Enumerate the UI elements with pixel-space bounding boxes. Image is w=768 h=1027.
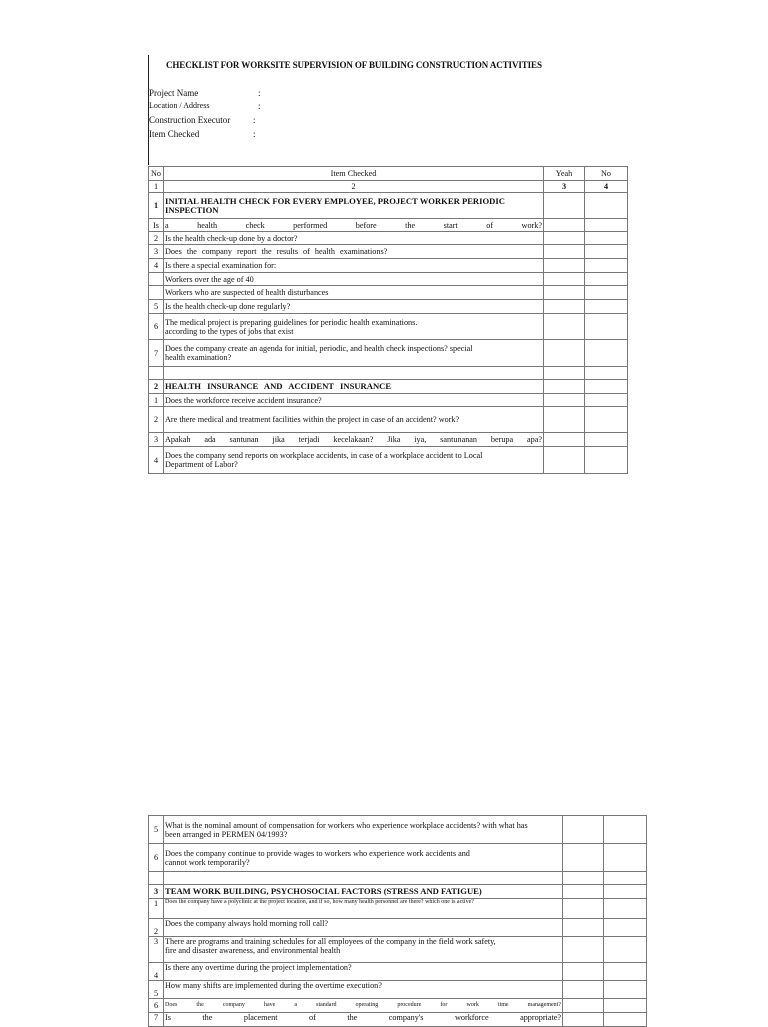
row-number: 4 [149,447,164,474]
row-number: 4 [149,259,164,273]
section-title: HEALTH INSURANCE AND ACCIDENT INSURANCE [164,380,544,394]
row-question [164,872,563,885]
no-cell[interactable] [604,899,647,919]
yes-cell[interactable] [544,314,585,340]
section-title: TEAM WORK BUILDING, PSYCHOSOCIAL FACTORS (STRESS AND FATIGUE) [164,885,563,899]
no-cell[interactable] [585,314,628,340]
table-row [149,981,647,999]
yes-cell[interactable] [544,300,585,314]
row-number: Is [149,219,164,232]
yes-cell[interactable] [544,286,585,300]
yes-cell[interactable] [544,273,585,286]
checklist-table-2 [148,815,647,1027]
table-row-empty [149,872,647,885]
no-cell[interactable] [585,380,628,394]
no-cell[interactable] [604,844,647,872]
row-question: Are there medical and treatment facilities within the project in case of an accident? work? [164,407,544,433]
no-cell[interactable] [585,273,628,286]
yes-cell[interactable] [544,394,585,407]
row-number: 2 [149,407,164,433]
section-title: INITIAL HEALTH CHECK FOR EVERY EMPLOYEE, PROJECT WORKER PERIODIC INSPECTION [164,193,544,219]
table-index-row [149,181,628,193]
yes-cell[interactable] [563,885,604,899]
index-no-answer: 4 [585,181,628,193]
row-number: 3 [149,433,164,447]
row-question: What is the nominal amount of compensation for workers who experience workplace accidents? with what has been arranged in PERMEN 04/1993? [164,816,563,844]
info-label: Item Checked [149,129,200,139]
row-number: 1 [149,193,164,219]
yes-cell[interactable] [563,963,604,981]
left-border-line [148,55,149,165]
table-row [149,844,647,872]
table-row [149,407,628,433]
row-question: Does the company have a standard operating procedure for work time management? [164,999,563,1013]
row-number: 6 [149,844,164,872]
header-no-answer: No [585,167,628,181]
no-cell[interactable] [604,999,647,1013]
table-row [149,259,628,273]
yes-cell[interactable] [563,919,604,937]
no-cell[interactable] [585,433,628,447]
yes-cell[interactable] [544,407,585,433]
row-number: 1 [149,394,164,407]
row-question: Is the placement of the company's workforce appropriate? [164,1013,563,1027]
no-cell[interactable] [604,816,647,844]
row-number [149,872,164,885]
row-number: 6 [149,314,164,340]
info-colon: : [253,115,256,125]
table-row [149,1013,647,1027]
yes-cell[interactable] [563,981,604,999]
yes-cell[interactable] [544,367,585,380]
yes-cell[interactable] [563,844,604,872]
yes-cell[interactable] [563,816,604,844]
row-question [164,367,544,380]
row-question: Does the company always hold morning roll call? [164,919,563,937]
table-row [149,937,647,963]
row-number: 7 [149,340,164,367]
table-row [149,245,628,259]
info-colon: : [253,129,256,139]
yes-cell[interactable] [544,447,585,474]
info-label: Project Name [149,88,199,98]
no-cell[interactable] [604,937,647,963]
row-number: 3 [149,245,164,259]
yes-cell[interactable] [544,340,585,367]
row-question: Does the company report the results of health examinations? [164,245,544,259]
checklist-table-1 [148,166,628,474]
no-cell[interactable] [604,981,647,999]
table-row [149,394,628,407]
yes-cell[interactable] [544,433,585,447]
no-cell[interactable] [585,232,628,245]
no-cell[interactable] [604,1013,647,1027]
row-number: 2 [149,380,164,394]
row-number: 7 [149,1013,164,1027]
no-cell[interactable] [604,872,647,885]
no-cell[interactable] [585,447,628,474]
no-cell[interactable] [585,245,628,259]
row-question: Is there any overtime during the project implementation? [164,963,563,981]
info-label: Location / Address [149,101,210,110]
section-row [149,885,647,899]
header-no: No [149,167,164,181]
row-question: There are programs and training schedules for all employees of the company in the field work safety, fire and disaster awareness, and environmental health [164,937,563,963]
header-item-checked: Item Checked [164,167,544,181]
table-row [149,816,647,844]
row-number: 5 [149,981,164,999]
table-row-empty [149,367,628,380]
table-row [149,286,628,300]
table-header-row [149,167,628,181]
index-no: 1 [149,181,164,193]
table-row [149,314,628,340]
table-row [149,219,628,232]
no-cell[interactable] [585,340,628,367]
row-number: 3 [149,937,164,963]
row-question: Does the company create an agenda for initial, periodic, and health check inspections? special health examination? [164,340,544,367]
row-question: Workers who are suspected of health disturbances [164,286,544,300]
index-item: 2 [164,181,544,193]
yes-cell[interactable] [563,899,604,919]
no-cell[interactable] [585,219,628,232]
header-yes: Yeah [544,167,585,181]
yes-cell[interactable] [563,999,604,1013]
table-row [149,300,628,314]
table-row [149,232,628,245]
no-cell[interactable] [604,963,647,981]
row-question: How many shifts are implemented during the overtime execution? [164,981,563,999]
row-question: Apakah ada santunan jika terjadi kecelakaan? Jika iya, santunanan berupa apa? [164,433,544,447]
info-colon: : [258,88,261,98]
row-number [149,367,164,380]
row-question: The medical project is preparing guidelines for periodic health examinations. according to the types of jobs that exist [164,314,544,340]
row-number: 5 [149,816,164,844]
row-number [149,286,164,300]
row-number: 6 [149,999,164,1013]
section-row [149,380,628,394]
no-cell[interactable] [604,885,647,899]
row-question: Is there a special examination for: [164,259,544,273]
table-row [149,447,628,474]
yes-cell[interactable] [544,219,585,232]
row-number: 1 [149,899,164,919]
table-row [149,273,628,286]
row-question: Is the health check-up done regularly? [164,300,544,314]
yes-cell[interactable] [544,193,585,219]
row-number: 3 [149,885,164,899]
table-row [149,340,628,367]
row-number: 2 [149,232,164,245]
row-question: Workers over the age of 40 [164,273,544,286]
row-number: 2 [149,919,164,937]
yes-cell[interactable] [544,245,585,259]
no-cell[interactable] [604,919,647,937]
table-row [149,433,628,447]
info-label: Construction Executor [149,115,231,125]
row-number [149,273,164,286]
table-row [149,999,647,1013]
row-question: Does the workforce receive accident insurance? [164,394,544,407]
page-title: CHECKLIST FOR WORKSITE SUPERVISION OF BUILDING CONSTRUCTION ACTIVITIES [166,60,542,70]
no-cell[interactable] [585,259,628,273]
row-question: Is the health check-up done by a doctor? [164,232,544,245]
row-number: 5 [149,300,164,314]
yes-cell[interactable] [544,380,585,394]
no-cell[interactable] [585,394,628,407]
no-cell[interactable] [585,193,628,219]
index-yes: 3 [544,181,585,193]
no-cell[interactable] [585,367,628,380]
yes-cell[interactable] [544,259,585,273]
table-row [149,963,647,981]
row-question: Does the company continue to provide wages to workers who experience work accidents and cannot work temporarily? [164,844,563,872]
row-number: 4 [149,963,164,981]
no-cell[interactable] [585,300,628,314]
yes-cell[interactable] [544,232,585,245]
row-question: Does the company have a polyclinic at the project location, and if so, how many health personnel are there? which one is active? [164,899,563,919]
yes-cell[interactable] [563,937,604,963]
yes-cell[interactable] [563,1013,604,1027]
no-cell[interactable] [585,286,628,300]
section-row [149,193,628,219]
table-row [149,919,647,937]
row-question: a health check performed before the start of work? [165,220,542,230]
info-colon: : [258,101,261,111]
no-cell[interactable] [585,407,628,433]
table-row [149,899,647,919]
row-question: Does the company send reports on workplace accidents, in case of a workplace accident to Local Department of Labor? [164,447,544,474]
yes-cell[interactable] [563,872,604,885]
